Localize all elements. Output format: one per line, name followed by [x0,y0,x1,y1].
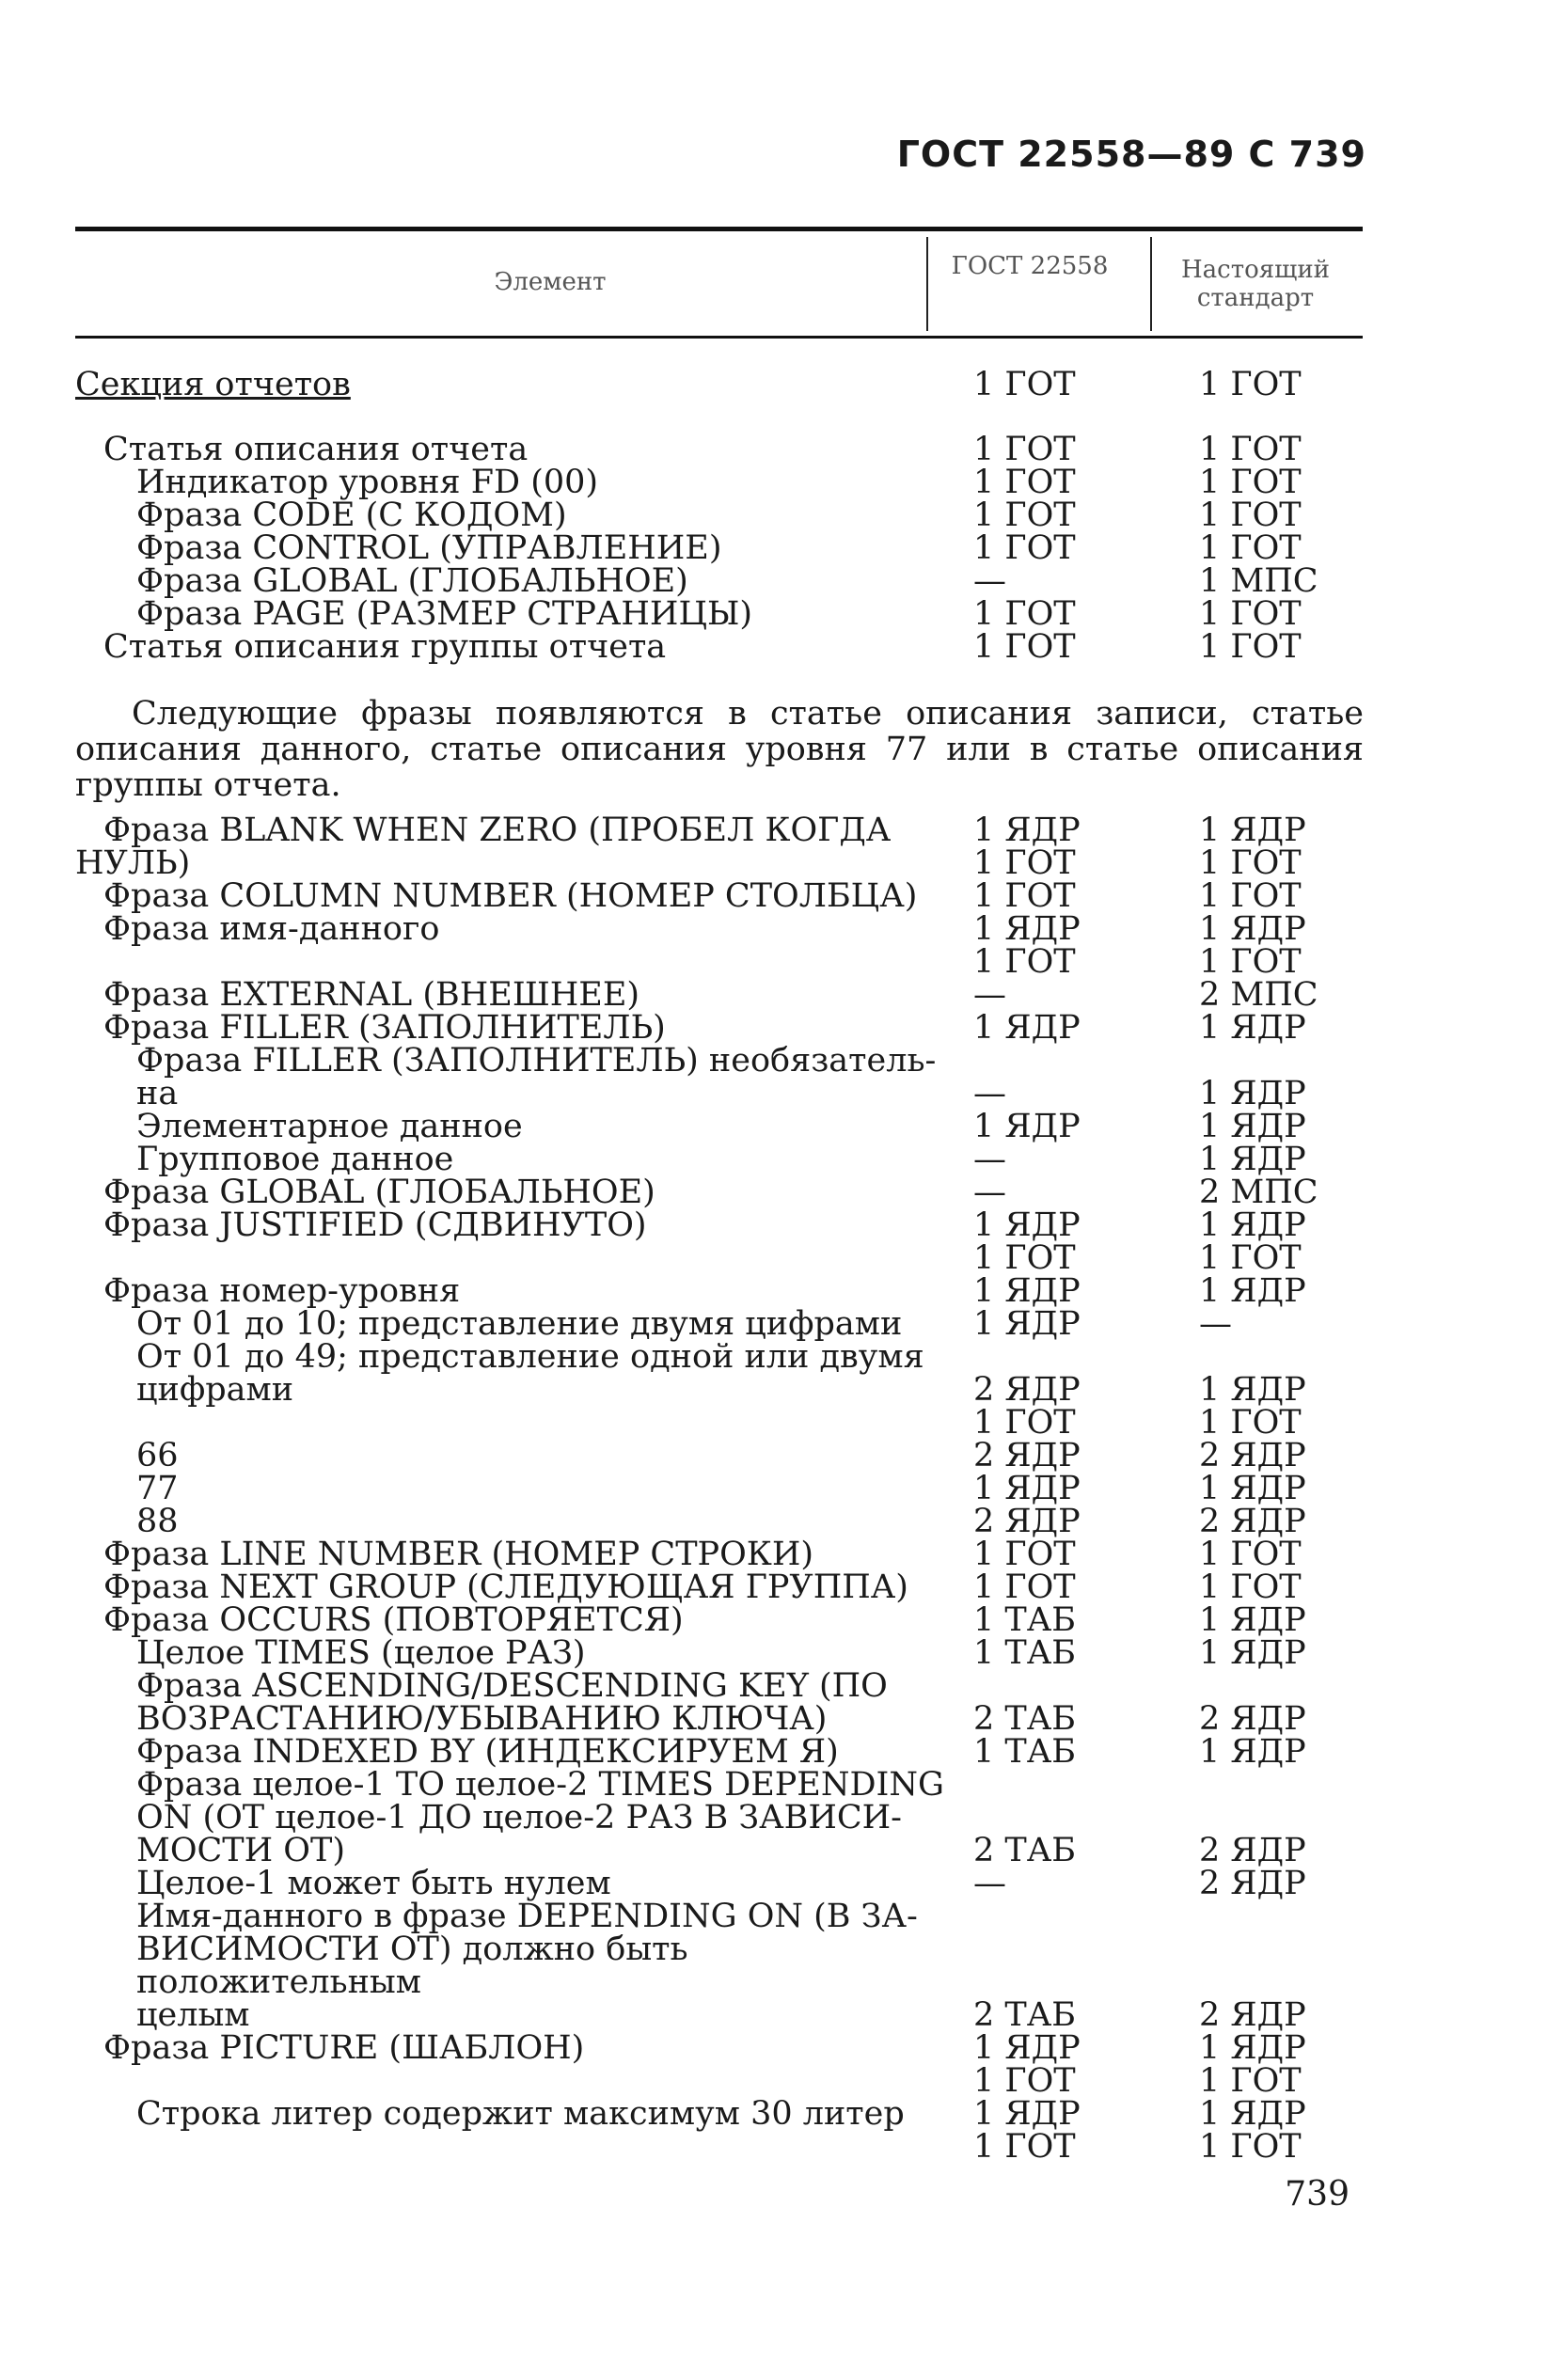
row-element: МОСТИ ОТ) [136,1832,345,1869]
row-gost-value: 1 ГОТ [973,877,1076,915]
report-section-rows [75,366,1364,666]
row-element: Фраза NEXT GROUP (СЛЕДУЮЩАЯ ГРУППА) [103,1568,908,1606]
row-standard-value: 1 ГОТ [1199,2128,1302,2166]
row-gost-value: 1 ТАБ [973,1634,1076,1672]
table-row [75,1009,1364,1047]
row-standard-value: 2 ЯДР [1199,1503,1306,1540]
row-standard-value: 1 ЯДР [1199,1634,1306,1672]
row-element: Фраза CODE (С КОДОМ) [136,496,567,534]
row-gost-value: 2 ТАБ [973,1832,1076,1869]
row-gost-value: — [973,976,1006,1014]
row-standard-value: 1 ГОТ [1199,1239,1302,1277]
row-gost-value: 2 ЯДР [973,1437,1081,1474]
row-standard-value: 1 ГОТ [1199,431,1302,468]
row-gost-value: 2 ЯДР [973,1371,1081,1409]
row-standard-value: 2 МПС [1199,976,1318,1014]
row-standard-value: 2 МПС [1199,1174,1318,1211]
row-standard-value: 1 ГОТ [1199,943,1302,981]
table-row [75,1239,1364,1277]
row-standard-value: 1 ЯДР [1199,1206,1306,1244]
row-element: 88 [136,1503,179,1540]
row-gost-value: 2 ЯДР [973,1503,1081,1540]
column-header-gost: ГОСТ 22558 [951,252,1109,280]
row-standard-value: — [1199,1305,1232,1343]
table-row [75,628,1364,666]
row-standard-value: 1 ЯДР [1199,910,1306,948]
row-gost-value: 1 ГОТ [973,431,1076,468]
row-standard-value: 1 ЯДР [1199,2095,1306,2133]
table-row [75,1700,1364,1738]
row-element: Фраза COLUMN NUMBER (НОМЕР СТОЛБЦА) [103,877,918,915]
row-gost-value: 1 ЯДР [973,910,1081,948]
row-standard-value: 1 ГОТ [1199,877,1302,915]
table-row [75,976,1364,1014]
row-standard-value: 2 ЯДР [1199,1832,1306,1869]
row-element: 77 [136,1470,179,1507]
column-divider [926,237,928,331]
row-element: Фраза LINE NUMBER (НОМЕР СТРОКИ) [103,1536,814,1573]
row-standard-value: 2 ЯДР [1199,1865,1306,1902]
table-body [75,366,1364,2166]
page-number: 739 [1285,2175,1350,2214]
table-row [75,1799,1364,1836]
table-row [75,943,1364,981]
row-element: Фраза целое-1 TO целое-2 TIMES DEPENDING [136,1766,944,1804]
table-row [75,1733,1364,1771]
table-row [75,2029,1364,2067]
table-row [75,1865,1364,1902]
row-element: 66 [136,1437,179,1474]
table-row [75,1832,1364,1869]
table-row [75,1176,1364,1209]
row-element: От 01 до 49; представление одной или двумя [136,1338,924,1376]
row-standard-value: 1 ГОТ [1199,628,1302,666]
row-element: Статья описания группы отчета [103,628,667,666]
row-standard-value: 1 ЯДР [1199,1108,1306,1145]
row-element: Фраза PAGE (РАЗМЕР СТРАНИЦЫ) [136,595,753,633]
row-gost-value: 1 ГОТ [973,2062,1076,2100]
row-element: От 01 до 10; представление двумя цифрами [136,1305,903,1343]
table-row [75,1437,1364,1474]
row-element: Индикатор уровня FD (00) [136,464,599,501]
row-element: Фраза ASCENDING/DESCENDING KEY (ПО [136,1667,888,1705]
column-divider [1150,237,1152,331]
clause-rows [75,814,1364,2164]
table-row [75,2128,1364,2166]
row-gost-value: 1 ГОТ [973,2128,1076,2166]
row-element: Фраза FILLER (ЗАПОЛНИТЕЛЬ) необязатель- [136,1042,937,1080]
row-standard-value: 1 ЯДР [1199,1601,1306,1639]
row-gost-value: 1 ЯДР [973,1206,1081,1244]
row-element: ON (ОТ целое-1 ДО целое-2 РАЗ В ЗАВИСИ- [136,1799,902,1836]
table-row [75,877,1364,915]
row-gost-value: 1 ГОТ [973,1536,1076,1573]
row-element: Целое TIMES (целое РАЗ) [136,1634,586,1672]
table-row [75,1900,1364,1933]
table-row [75,1996,1364,2034]
table-row [75,814,1364,847]
table-row [75,1305,1364,1343]
row-element: ВОЗРАСТАНИЮ/УБЫВАНИЮ КЛЮЧА) [136,1700,828,1738]
row-element: Секция отчетов [75,366,351,403]
table-row [75,844,1364,882]
row-gost-value: 1 ЯДР [973,1108,1081,1145]
row-gost-value: 1 ЯДР [973,812,1081,849]
row-standard-value: 1 ЯДР [1199,1371,1306,1409]
table-row [75,1601,1364,1639]
table-row [75,1568,1364,1606]
row-element: НУЛЬ) [75,844,191,882]
page-header: ГОСТ 22558—89 С 739 [896,134,1366,175]
row-gost-value: 1 ГОТ [973,595,1076,633]
row-element: цифрами [136,1371,294,1409]
row-gost-value: 1 ГОТ [973,1404,1076,1442]
table-row [75,529,1364,567]
row-element: Имя-данного в фразе DEPENDING ON (В ЗА- [136,1898,918,1935]
row-standard-value: 1 ГОТ [1199,464,1302,501]
table-row [75,1042,1364,1080]
table-row [75,1108,1364,1145]
row-element: Фраза FILLER (ЗАПОЛНИТЕЛЬ) [103,1009,666,1047]
row-standard-value: 1 ЯДР [1199,1272,1306,1310]
row-gost-value: 1 ЯДР [973,2095,1081,2133]
row-standard-value: 1 ЯДР [1199,1470,1306,1507]
row-gost-value: 1 ГОТ [973,943,1076,981]
row-standard-value: 1 ЯДР [1199,812,1306,849]
row-standard-value: 2 ЯДР [1199,1996,1306,2034]
row-gost-value: 1 ЯДР [973,1272,1081,1310]
table-row [75,1338,1364,1376]
row-standard-value: 1 ГОТ [1199,1404,1302,1442]
row-standard-value: 1 ГОТ [1199,1568,1302,1606]
table-row [75,433,1364,466]
table-row [75,1272,1364,1310]
row-element: на [136,1075,179,1112]
table-row [75,1404,1364,1442]
table-row [75,1634,1364,1672]
row-element: Фраза EXTERNAL (ВНЕШНЕЕ) [103,976,640,1014]
table-row [75,562,1364,600]
row-element: Групповое данное [136,1141,454,1178]
table-row [75,1667,1364,1705]
table-header-rule [75,336,1363,339]
row-element: Элементарное данное [136,1108,523,1145]
table-row [75,496,1364,534]
row-gost-value: 1 ГОТ [973,464,1076,501]
row-element: Целое-1 может быть нулем [136,1865,611,1902]
column-header-standard: Настоящий стандарт [1180,256,1330,312]
row-gost-value: 1 ЯДР [973,1009,1081,1047]
row-gost-value: 1 ТАБ [973,1601,1076,1639]
row-gost-value: — [973,562,1006,600]
row-standard-value: 1 ГОТ [1199,366,1302,403]
table-row [75,2095,1364,2133]
row-gost-value: — [973,1865,1006,1902]
table-row [75,1538,1364,1571]
row-element: Статья описания отчета [103,431,529,468]
row-gost-value: — [973,1075,1006,1112]
row-standard-value: 1 ГОТ [1199,595,1302,633]
row-gost-value: 2 ТАБ [973,1996,1076,2034]
row-gost-value: — [973,1141,1006,1178]
table-row [75,2062,1364,2100]
table-row [75,1206,1364,1244]
row-standard-value: 1 ГОТ [1199,844,1302,882]
table-row [75,1143,1364,1176]
row-element: Фраза JUSTIFIED (СДВИНУТО) [103,1206,647,1244]
row-standard-value: 2 ЯДР [1199,1700,1306,1738]
table-row [75,1933,1364,1999]
table-row [75,1766,1364,1804]
row-gost-value: 1 ГОТ [973,1568,1076,1606]
row-element: Фраза GLOBAL (ГЛОБАЛЬНОЕ) [136,562,688,600]
row-element: Фраза номер-уровня [103,1272,461,1310]
row-element: Фраза OCCURS (ПОВТОРЯЕТСЯ) [103,1601,684,1639]
row-gost-value: 2 ТАБ [973,1700,1076,1738]
row-gost-value: 1 ЯДР [973,1305,1081,1343]
table-row [75,910,1364,948]
row-standard-value: 2 ЯДР [1199,1437,1306,1474]
row-gost-value: 1 ТАБ [973,1733,1076,1771]
row-element: целым [136,1996,250,2034]
row-gost-value: 1 ГОТ [973,1239,1076,1277]
table-row [75,366,1364,403]
row-gost-value: 1 ГОТ [973,366,1076,403]
row-element: Фраза BLANK WHEN ZERO (ПРОБЕЛ КОГДА [103,812,892,849]
row-standard-value: 1 ЯДР [1199,1141,1306,1178]
row-standard-value: 1 ГОТ [1199,496,1302,534]
row-standard-value: 1 ГОТ [1199,529,1302,567]
row-gost-value: 1 ГОТ [973,844,1076,882]
row-gost-value: 1 ГОТ [973,496,1076,534]
table-row [75,1075,1364,1112]
row-element: Фраза имя-данного [103,910,440,948]
row-gost-value: — [973,1174,1006,1211]
row-element: Фраза INDEXED BY (ИНДЕКСИРУЕМ Я) [136,1733,839,1771]
row-gost-value: 1 ГОТ [973,529,1076,567]
row-element: Фраза CONTROL (УПРАВЛЕНИЕ) [136,529,722,567]
row-standard-value: 1 ЯДР [1199,1075,1306,1112]
row-gost-value: 1 ГОТ [973,628,1076,666]
row-element: Строка литер содержит максимум 30 литер [136,2095,905,2133]
table-row [75,595,1364,633]
row-standard-value: 1 ЯДР [1199,2029,1306,2067]
row-standard-value: 1 ГОТ [1199,2062,1302,2100]
table-row [75,1470,1364,1507]
row-standard-value: 1 ЯДР [1199,1009,1306,1047]
note-paragraph: Следующие фразы появляются в статье описания записи, статье описания данного, статье описания уровня 77 или в статье описания группы отчета. [75,695,1364,804]
row-element: Фраза GLOBAL (ГЛОБАЛЬНОЕ) [103,1174,655,1211]
row-element: ВИСИМОСТИ ОТ) должно быть положительным [136,1931,688,2001]
row-gost-value: 1 ЯДР [973,2029,1081,2067]
table-top-rule [75,227,1363,231]
row-standard-value: 1 МПС [1199,562,1318,600]
table-row [75,1371,1364,1409]
table-row [75,1505,1364,1538]
table-row [75,466,1364,499]
row-standard-value: 1 ЯДР [1199,1733,1306,1771]
row-element: Фраза PICTURE (ШАБЛОН) [103,2029,585,2067]
column-header-element: Элемент [494,268,607,296]
row-standard-value: 1 ГОТ [1199,1536,1302,1573]
row-gost-value: 1 ЯДР [973,1470,1081,1507]
